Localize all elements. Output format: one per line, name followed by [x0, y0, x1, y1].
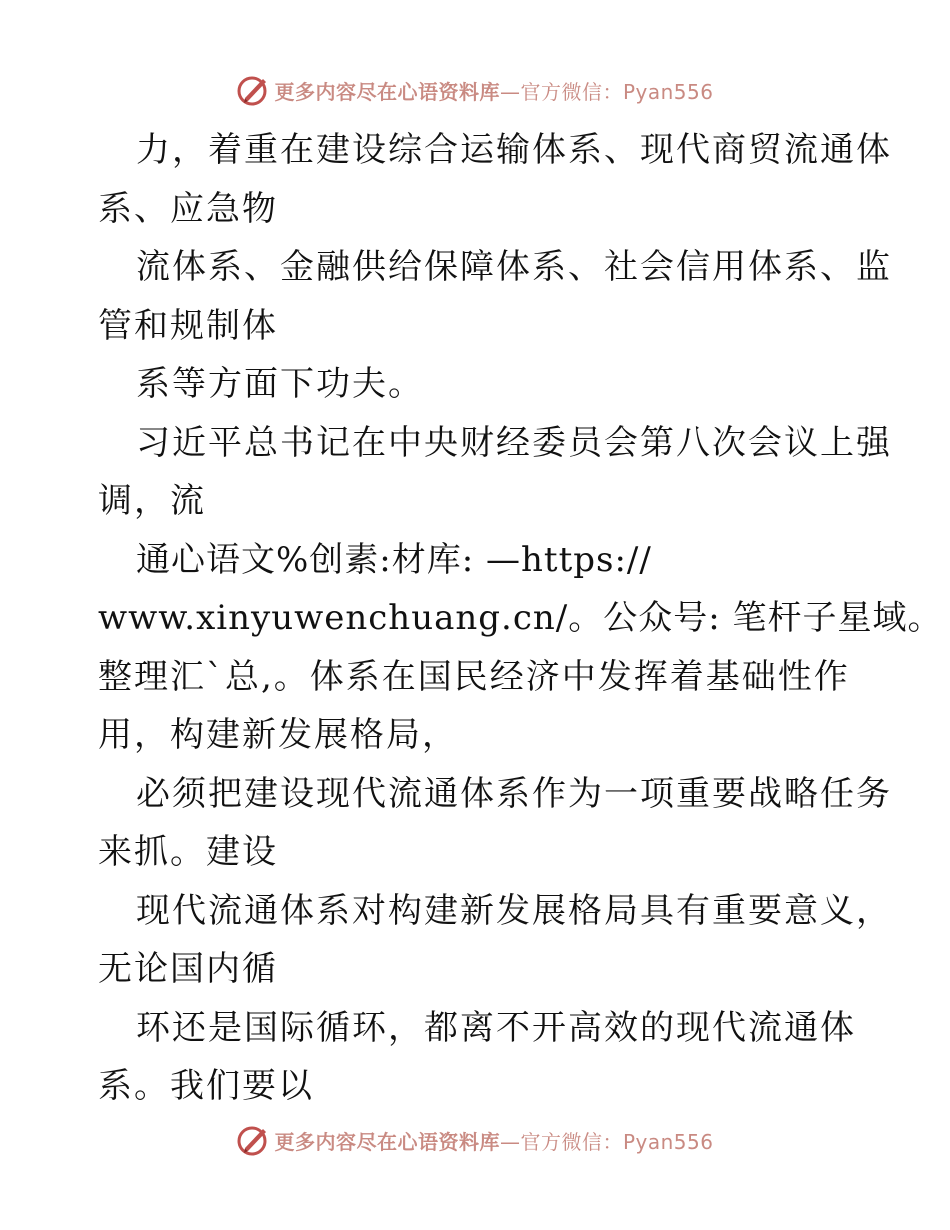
text-line: 用，构建新发展格局， — [98, 715, 458, 755]
document-body — [98, 121, 943, 1116]
text-line: 流体系、金融供给保障体系、社会信用体系、监 — [136, 247, 892, 287]
watermark-title: 更多内容尽在心语资料库 — [274, 1129, 500, 1154]
header-watermark — [0, 70, 950, 110]
text-line: 必须把建设现代流通体系作为一项重要战略任务 — [136, 773, 892, 814]
text-line: 系、应急物 — [98, 188, 278, 229]
text-line: 管和规制体 — [98, 305, 278, 346]
text-line: 系等方面下功夫。 — [136, 364, 424, 404]
watermark-title: 更多内容尽在心语资料库 — [274, 79, 500, 104]
watermark-contact: —官方微信：Pyan556 — [499, 1129, 714, 1154]
text-line: 环还是国际循环，都离不开高效的现代流通体 — [136, 1007, 856, 1048]
footer-watermark — [0, 1120, 950, 1160]
pen-logo-icon — [236, 1123, 270, 1157]
text-line: 来抓。建设 — [98, 832, 278, 872]
text-line: 习近平总书记在中央财经委员会第八次会议上强 — [136, 422, 892, 463]
text-line: 力，着重在建设综合运输体系、现代商贸流通体 — [136, 130, 892, 170]
text-line: 现代流通体系对构建新发展格局具有重要意义， — [136, 890, 892, 931]
watermark-contact: —官方微信：Pyan556 — [499, 79, 714, 104]
text-line: 系。我们要以 — [98, 1066, 314, 1106]
text-line: 通心语文%创素:材库: —https:// — [136, 539, 652, 580]
text-line: www.xinyuwenchuang.cn/。公众号: 笔杆子星域。 — [98, 598, 943, 638]
text-line: 调，流 — [98, 481, 206, 521]
pen-logo-icon — [236, 73, 270, 107]
text-line: 整理汇`总,。体系在国民经济中发挥着基础性作 — [98, 656, 850, 697]
text-line: 无论国内循 — [98, 949, 278, 989]
